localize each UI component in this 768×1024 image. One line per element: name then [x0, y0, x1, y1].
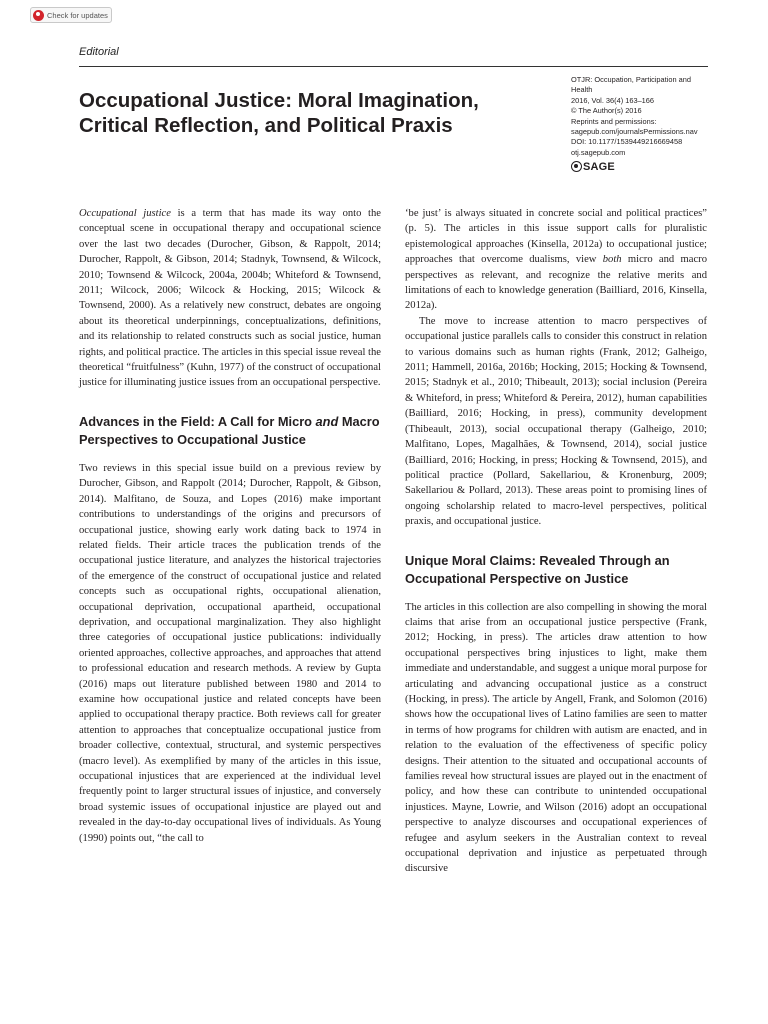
heading-part-2: Macro Perspectives to Occupational Justice: [79, 413, 380, 447]
pluralistic-paragraph: [405, 206, 707, 314]
left-column: [79, 206, 381, 846]
section-heading-advances: [79, 413, 381, 449]
intro-term: Occupational justice: [79, 208, 171, 219]
pluralistic-text-a: ‘be just’ is always situated in concrete social and political practices” (p. 5). The articles in this issue support calls for pluralistic epistemological approaches (Kinsella, 2012a) to occupational justice; approaches that overcome dualisms, view: [405, 208, 707, 266]
moral-claims-paragraph: The articles in this collection are also compelling in showing the moral claims that arise from an occupational justice perspective (Frank, 2012; Hocking, in press). The articles draw attention to how occupational perspectives bring injustices to light, make them immediate and understandable, and suggest a unique moral purpose for articulating and advancing occupational justice as a construct (Hocking, in press). The article by Angell, Frank, and Solomon (2016) shows how the occupational lives of Latino families are seen to matter in terms of how programs for children with autism are enacted, and in relation to the evaluation of the effectiveness of specific policy designs. Their attention to the situated and occupational accounts of families reveal how structural issues are played out in the enactment of policy, and how these can contribute to unintended occupational injustices. Mayne, Lowrie, and Wilson (2016) adopt an occupational perspective to analyze discourses and occupational experiences of refugee and asylum seekers in the Australian context to reveal occupational deprivation and injustice as perpetuated through discursive: [405, 601, 707, 875]
update-icon: [33, 10, 44, 21]
sage-logo-text: SAGE: [583, 160, 615, 173]
reviews-paragraph: Two reviews in this special issue build on a previous review by Durocher, Gibson, and Rappolt (2014; Durocher, Rappolt, & Gibson, 2014). Malfitano, de Souza, and Lopes (2016) make important contributions to understandings of the origins and precursors of occupational justice, showing early work dating back to 1974 in related fields. Their article traces the publication trends of the occupational justice literature, and analyzes the historical trajectories of the emergence of the construct of occupational justice and related concepts such as occupational rights, occupational alienation, occupational deprivation, occupational apartheid, occupational deprivation, and occupational marginalization. They also highlight three categories of occupational justice publications: individually oriented approaches, collective approaches, and approaches that attend to professional education and research methods. A review by Gupta (2016) maps out literature published between 1980 and 2014 to examine how occupational justice and related concepts have been applied to occupational therapy practice. Both reviews call for greater attention to approaches that conceptualize occupational justice from broader collective, contextual, structural, and systemic perspectives (macro level). As exemplified by many of the articles in this issue, occupational injustices that are experienced at the individual level frequently point to larger structural issues of injustice, and conversely broad systemic issues of occupational injustice are played out and revealed in the day-to-day occupational lives of individuals. As Young (1990) points out, “the call to: [79, 462, 381, 844]
heading-part-1: Advances in the Field: A Call for Micro: [79, 413, 316, 429]
pluralistic-emphasis: both: [602, 254, 622, 266]
journal-name-line-1: OTJR: Occupation, Participation and: [571, 75, 691, 84]
title-line-1: Occupational Justice: Moral Imagination,: [79, 89, 479, 112]
article-title: [79, 88, 549, 138]
right-column: [405, 206, 707, 877]
journal-name-line-2: Health: [571, 85, 593, 95]
doi-link[interactable]: DOI: 10.1177/1539449216669458: [571, 137, 683, 147]
section-heading-moral-claims: Unique Moral Claims: Revealed Through an Occupational Perspective on Justice: [405, 552, 670, 586]
intro-paragraph: [79, 206, 381, 391]
pluralistic-text-b: micro and macro perspectives as relevant, and recognize the relative merits and limitations of each to knowledge generation (Bailliard, 2016, Kinsella, 2012a).: [405, 254, 707, 312]
section-label: Editorial: [79, 46, 119, 58]
permissions-link[interactable]: sagepub.com/journalsPermissions.nav: [571, 127, 698, 137]
sage-logo: [571, 161, 711, 172]
volume-info: 2016, Vol. 36(4) 163–166: [571, 95, 655, 105]
journal-info: [571, 75, 711, 172]
title-line-2: Critical Reflection, and Political Praxis: [79, 114, 453, 137]
header-divider: [79, 66, 708, 67]
heading-emphasis: and: [315, 413, 339, 429]
intro-text: is a term that has made its way onto the conceptual scene in occupational therapy and occupational science over the last two decades (Durocher, Gibson, & Rappolt, 2014; Durocher, Rappolt, & Gibson, 2014; Stadnyk, Townsend, & Wilcock, 2010; Townsend & Wilcock, 2004a, 2004b; Whiteford & Townsend, 2011; Wilcock, 2006; Wilcock & Hocking, 2015; Wilcock & Townsend, 2000). As a relatively new construct, debates are ongoing about its theoretical underpinnings, conceptualizations, definitions, and its relationship to related constructs such as social justice, human rights, and political practice. The articles in this special issue reveal the theoretical “fruitfulness” (Kuhn, 1977) of the construct of occupational justice for illuminating justice issues from an occupational perspective.: [79, 208, 381, 389]
check-for-updates-badge[interactable]: [30, 7, 112, 23]
copyright: © The Author(s) 2016: [571, 106, 642, 116]
macro-perspectives-paragraph: The move to increase attention to macro perspectives of occupational justice parallels calls to consider this construct in relation to various domains such as human rights (Frank, 2012; Galheigo, 2011; Hammell, 2016a, 2016b; Hocking, 2015; Hocking & Townsend, 2015; Stadnyk et al., 2010; Thibeault, 2013); social inclusion (Pereira & Whiteford, in press; Whiteford & Pereira, 2012), human capabilities (Bailliard, 2016; Hocking, in press), community development (Thibeault, 2013), social occupational therapy (Galheigo, 2010; Malfitano, Lopes, Magalhães, & Townsend, 2014), social justice (Bailliard, 2016; Hocking, in press; Hocking & Townsend, 2015), and political practice (Pollard, Sakellariou, & Kronenburg, 2009; Sakellariou & Pollard, 2013). These areas point to promising lines of ongoing scholarship related to macro-level perspectives, political praxis, and occupational justice.: [405, 315, 707, 528]
sage-logo-icon: [571, 161, 582, 172]
journal-site-link[interactable]: otj.sagepub.com: [571, 147, 626, 157]
reprints-label: Reprints and permissions:: [571, 116, 657, 126]
check-for-updates-label: Check for updates: [47, 10, 108, 20]
